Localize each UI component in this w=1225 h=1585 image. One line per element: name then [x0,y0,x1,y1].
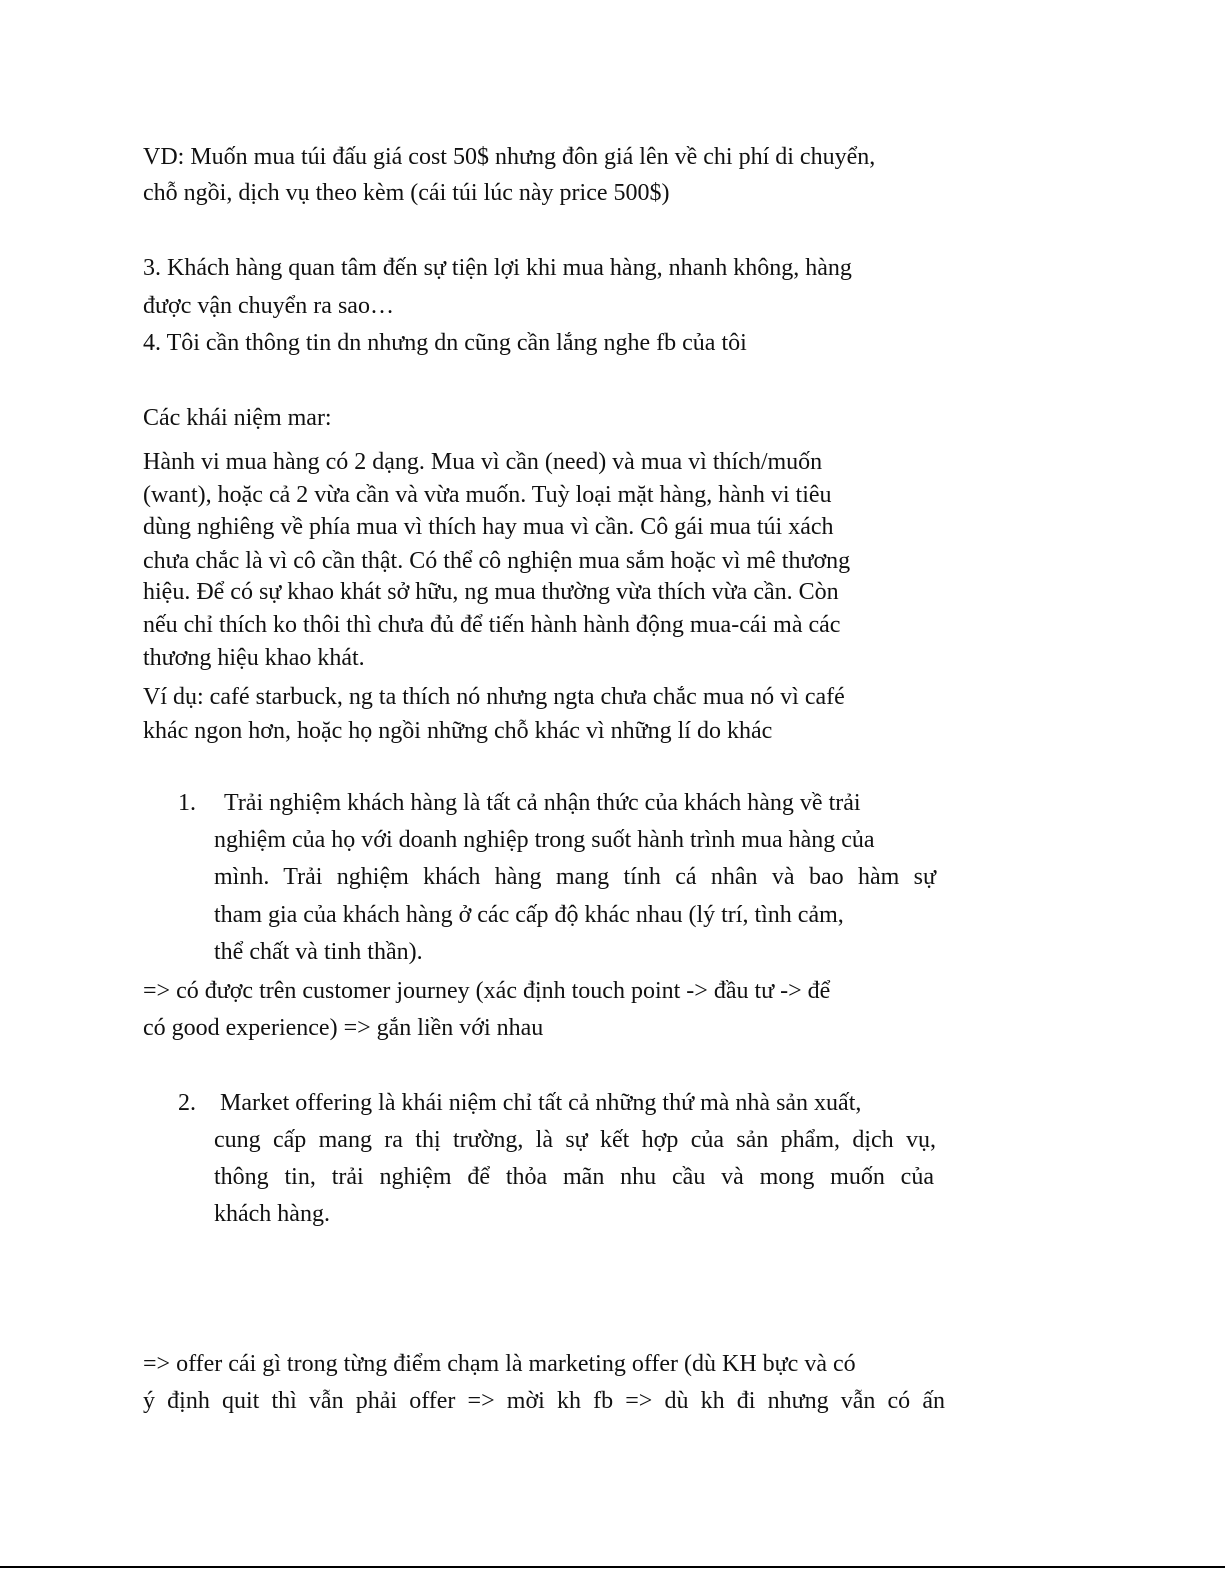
example-intro-line-1: VD: Muốn mua túi đấu giá cost 50$ nhưng đôn giá lên về chi phí di chuyển, [143,144,876,170]
concepts-example-line-2: khác ngon hơn, hoặc họ ngồi những chỗ khác vì những lí do khác [143,718,773,744]
item-2-line-3: thông tin, trải nghiệm để thỏa mãn nhu cầu và mong muốn của [214,1164,934,1190]
page-bottom-border [0,1566,1225,1568]
concepts-para-line-3: dùng nghiêng về phía mua vì thích hay mua vì cần. Cô gái mua túi xách [143,514,834,540]
concepts-para-line-2: (want), hoặc cả 2 vừa cần và vừa muốn. Tuỳ loại mặt hàng, hành vi tiêu [143,482,832,508]
item-1-line-1: Trải nghiệm khách hàng là tất cả nhận thức của khách hàng về trải [224,790,861,816]
item-2-line-4: khách hàng. [214,1201,330,1227]
item-1-line-5: thể chất và tinh thần). [214,939,423,965]
concepts-example-line-1: Ví dụ: café starbuck, ng ta thích nó nhưng ngta chưa chắc mua nó vì café [143,684,845,710]
item-2-number: 2. [178,1090,196,1116]
item-1-line-3: mình. Trải nghiệm khách hàng mang tính cá nhân và bao hàm sự [214,864,936,890]
point-4: 4. Tôi cần thông tin dn nhưng dn cũng cần lắng nghe fb của tôi [143,330,747,356]
item-1-number: 1. [178,790,196,816]
point-3-line-1: 3. Khách hàng quan tâm đến sự tiện lợi khi mua hàng, nhanh không, hàng [143,255,852,281]
item-1-note-line-2: có good experience) => gắn liền với nhau [143,1015,544,1041]
closing-line-1: => offer cái gì trong từng điểm chạm là marketing offer (dù KH bực và có [143,1351,856,1377]
concepts-para-line-7: thương hiệu khao khát. [143,645,365,671]
item-2-line-2: cung cấp mang ra thị trường, là sự kết hợp của sản phẩm, dịch vụ, [214,1127,936,1153]
example-intro-line-2: chỗ ngồi, dịch vụ theo kèm (cái túi lúc này price 500$) [143,180,670,206]
item-1-line-2: nghiệm của họ với doanh nghiệp trong suốt hành trình mua hàng của [214,827,875,853]
concepts-para-line-6: nếu chỉ thích ko thôi thì chưa đủ để tiến hành hành động mua-cái mà các [143,612,841,638]
item-2-line-1: Market offering là khái niệm chỉ tất cả những thứ mà nhà sản xuất, [220,1090,862,1116]
concepts-para-line-1: Hành vi mua hàng có 2 dạng. Mua vì cần (need) và mua vì thích/muốn [143,449,823,475]
closing-line-2: ý định quit thì vẫn phải offer => mời kh fb => dù kh đi nhưng vẫn có ấn [143,1388,945,1414]
concepts-para-line-4: chưa chắc là vì cô cần thật. Có thể cô nghiện mua sắm hoặc vì mê thương [143,548,851,574]
concepts-heading: Các khái niệm mar: [143,405,332,431]
item-1-note-line-1: => có được trên customer journey (xác định touch point -> đầu tư -> để [143,978,831,1004]
item-1-line-4: tham gia của khách hàng ở các cấp độ khác nhau (lý trí, tình cảm, [214,902,844,928]
concepts-para-line-5: hiệu. Để có sự khao khát sở hữu, ng mua thường vừa thích vừa cần. Còn [143,579,839,605]
point-3-line-2: được vận chuyển ra sao… [143,293,394,319]
